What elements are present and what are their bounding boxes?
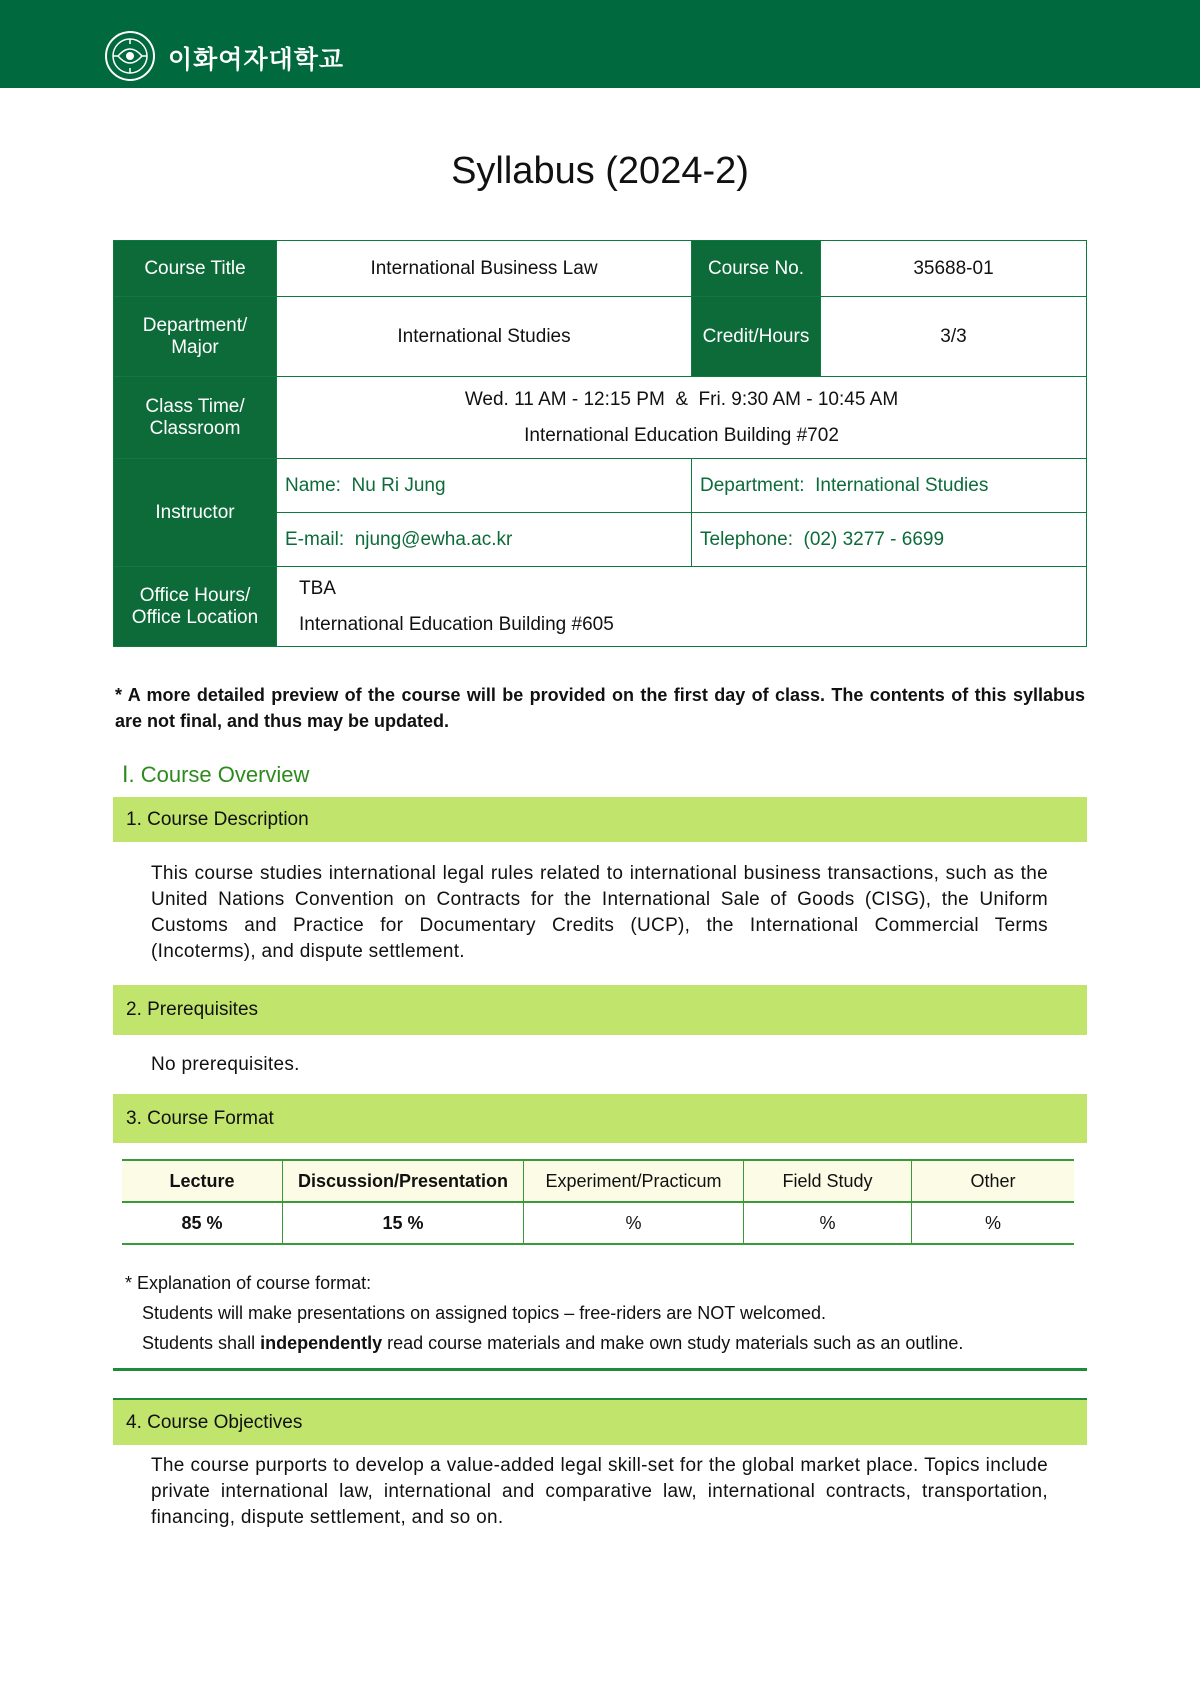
instructor-dept-cell: [692, 459, 1087, 513]
explanation-title: * Explanation of course format:: [125, 1273, 372, 1293]
credit-label: Credit/Hours: [692, 297, 821, 377]
prerequisites-heading: 2. Prerequisites: [113, 985, 1087, 1035]
department-label: [114, 297, 277, 377]
format-header-experiment: Experiment/Practicum: [524, 1160, 744, 1202]
office-location-value: International Education Building #605: [299, 613, 614, 635]
course-no-value: 35688-01: [821, 241, 1087, 297]
university-seal-logo: [104, 30, 156, 82]
office-label-line2: Office Location: [131, 606, 259, 628]
instructor-name-cell: [277, 459, 692, 513]
format-header-lecture: Lecture: [122, 1160, 283, 1202]
office-label-line1: Office Hours/: [139, 584, 251, 606]
page-title: Syllabus (2024-2): [451, 150, 749, 192]
office-cell: [277, 567, 1087, 647]
format-value-discussion: 15 %: [283, 1202, 524, 1244]
instructor-email-label: E-mail:: [285, 528, 345, 550]
description-heading: 1. Course Description: [113, 797, 1087, 842]
course-format-table: [122, 1159, 1074, 1245]
instructor-name: Nu Ri Jung: [351, 474, 446, 496]
instructor-email-cell: [277, 513, 692, 567]
class-time-label-line2: Classroom: [149, 417, 241, 439]
format-value-lecture: 85 %: [122, 1202, 283, 1244]
class-time-value: Wed. 11 AM - 12:15 PM & Fri. 9:30 AM - 10:45 AM: [464, 388, 899, 410]
department-label-line2: Major: [171, 336, 219, 358]
course-no-label: Course No.: [692, 241, 821, 297]
credit-value: 3/3: [821, 297, 1087, 377]
instructor-phone-label: Telephone:: [700, 528, 793, 550]
course-title-value: International Business Law: [277, 241, 692, 297]
prerequisites-text: No prerequisites.: [151, 1054, 300, 1075]
format-value-experiment: %: [524, 1202, 744, 1244]
explanation-line2-bold: independently: [260, 1333, 383, 1353]
instructor-phone-cell: [692, 513, 1087, 567]
office-hours-value: TBA: [299, 577, 336, 599]
explanation-line2: [125, 1328, 963, 1358]
explanation-line2-pre: Students shall: [142, 1333, 261, 1353]
course-title-label: Course Title: [114, 241, 277, 297]
university-name: 이화여자대학교: [168, 46, 345, 74]
classroom-value: International Education Building #702: [524, 424, 839, 446]
section-divider: [113, 1368, 1087, 1371]
course-info-table: [113, 240, 1087, 647]
format-header-row: [122, 1160, 1074, 1202]
format-value-other: %: [912, 1202, 1075, 1244]
course-format-heading: 3. Course Format: [113, 1094, 1087, 1143]
department-label-line1: Department/: [142, 314, 248, 336]
explanation-line1: Students will make presentations on assigned topics – free-riders are NOT welcomed.: [142, 1303, 826, 1323]
format-value-row: [122, 1202, 1074, 1244]
course-objectives-heading: 4. Course Objectives: [113, 1400, 1087, 1445]
format-explanation: [125, 1268, 963, 1358]
department-value: International Studies: [277, 297, 692, 377]
course-objectives-text: The course purports to develop a value-added legal skill-set for the global market place. Topics include private international law, international and comparative law, international contracts, transportation, financing, dispute settlement, and so on.: [151, 1455, 1048, 1528]
format-value-field-study: %: [744, 1202, 912, 1244]
instructor-dept-label: Department:: [700, 474, 805, 496]
class-time-label-line1: Class Time/: [145, 395, 245, 417]
instructor-name-label: Name:: [285, 474, 341, 496]
header-bar: [0, 0, 1200, 88]
description-text: This course studies international legal rules related to international business transactions, such as the United Nations Convention on Contracts for the International Sale of Goods (CISG), the Uniform Customs and Practice for Documentary Credits (UCP), the International Commercial Terms (Incoterms), and dispute settlement.: [151, 863, 1048, 962]
instructor-phone: (02) 3277 - 6699: [803, 528, 945, 550]
format-header-field-study: Field Study: [744, 1160, 912, 1202]
course-overview-heading: Ⅰ. Course Overview: [122, 762, 310, 787]
format-header-discussion: Discussion/Presentation: [283, 1160, 524, 1202]
instructor-dept: International Studies: [815, 474, 989, 496]
instructor-label: Instructor: [114, 459, 277, 567]
instructor-email[interactable]: njung@ewha.ac.kr: [354, 528, 513, 550]
syllabus-note: * A more detailed preview of the course will be provided on the first day of class. The contents of this syllabus are not final, and thus may be updated.: [115, 685, 1085, 731]
office-label: [114, 567, 277, 647]
format-header-other: Other: [912, 1160, 1075, 1202]
class-time-cell: [277, 377, 1087, 459]
class-time-label: [114, 377, 277, 459]
explanation-line2-post: read course materials and make own study materials such as an outline.: [382, 1333, 964, 1353]
